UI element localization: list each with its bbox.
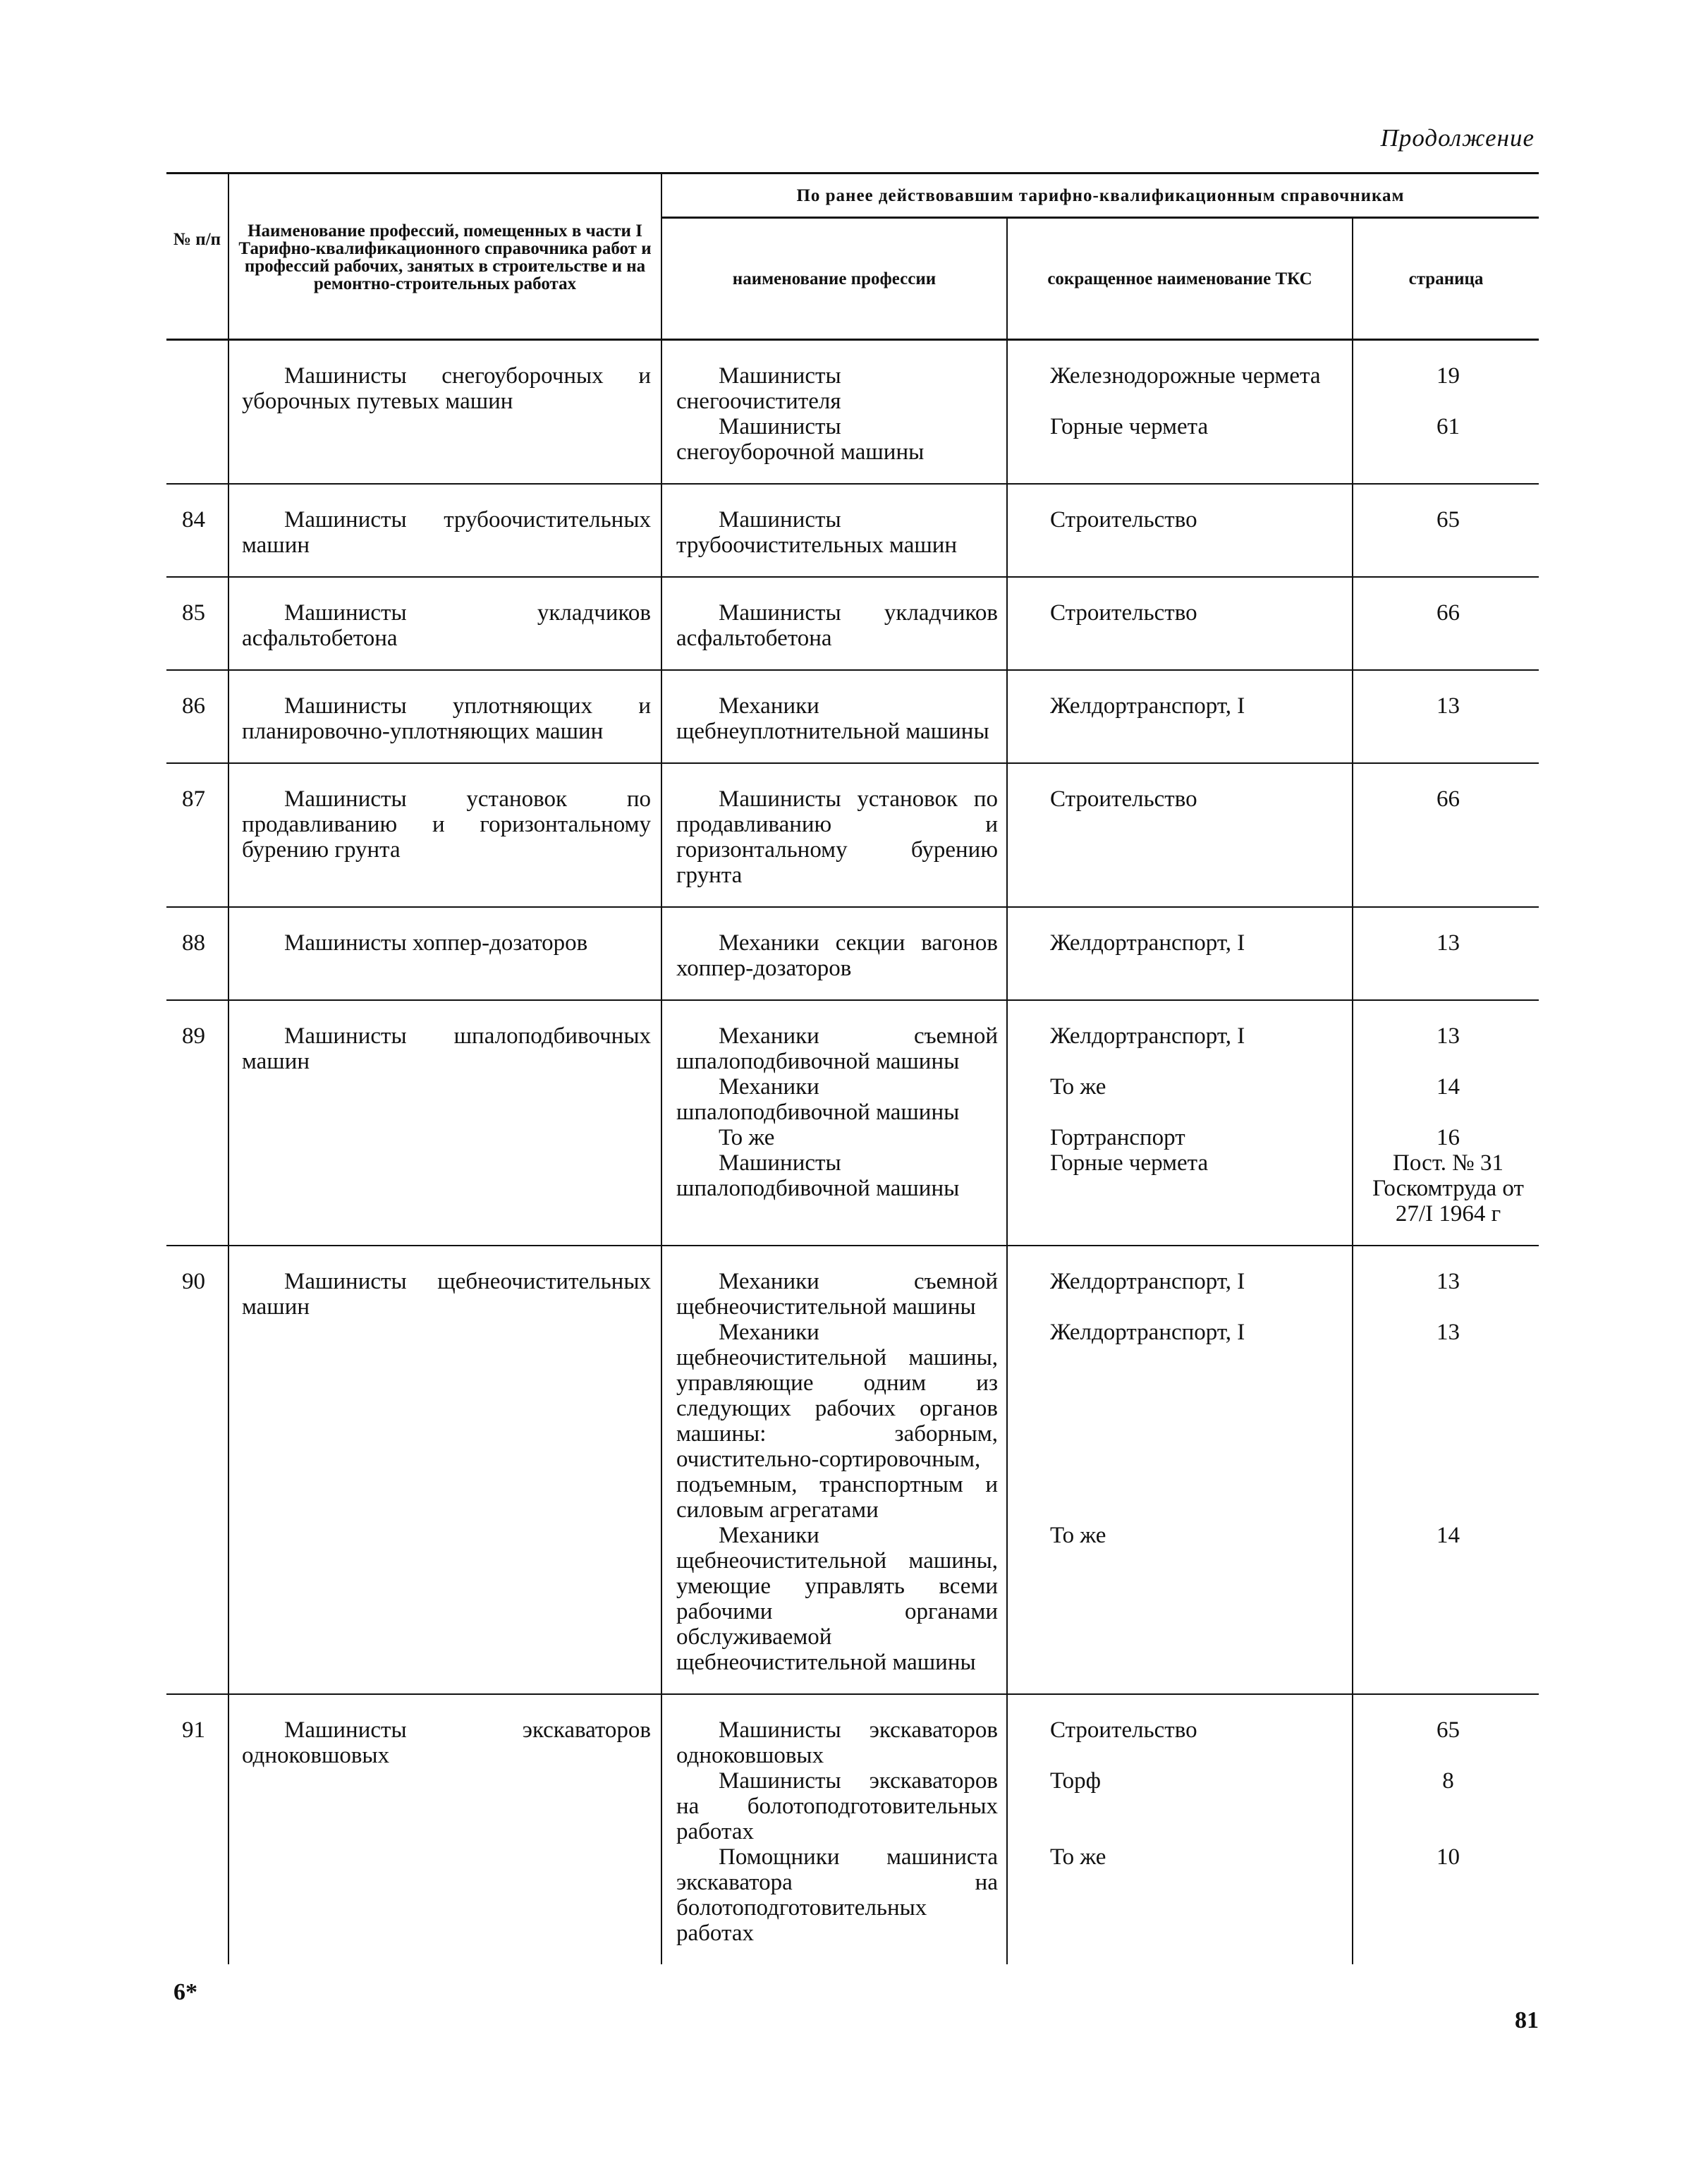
- old-profession-name: Механики съемной щебнеочистительной машины: [676, 1269, 998, 1320]
- tks-short-name: Желдортранспорт, I: [1050, 1023, 1245, 1049]
- row-number: 89: [166, 1000, 228, 1246]
- tks-short-name: Гортранспорт: [1050, 1125, 1185, 1150]
- tks-cell: [1007, 340, 1353, 485]
- tks-short-name: То же: [1050, 1844, 1106, 1870]
- signature-mark: 6*: [173, 1979, 197, 2005]
- old-profession-cell: [661, 577, 1007, 670]
- page-cell: [1353, 340, 1539, 485]
- tks-short-name: Желдортранспорт, I: [1050, 930, 1245, 956]
- page-ref: 16: [1436, 1125, 1460, 1150]
- old-profession-name: Машинисты укладчиков асфальтобетона: [676, 600, 998, 651]
- row-number: 84: [166, 484, 228, 577]
- table-row: [166, 670, 1539, 763]
- page-ref: 14: [1436, 1523, 1460, 1548]
- page-cell: [1353, 484, 1539, 577]
- page-ref: 13: [1436, 1269, 1460, 1294]
- page-ref: 13: [1436, 1023, 1460, 1049]
- page-ref: 14: [1436, 1074, 1460, 1100]
- profession-name: Машинисты уплотняющих и планировочно-уплотняющих машин: [228, 670, 661, 763]
- tks-cell: [1007, 1246, 1353, 1694]
- old-profession-name: Механики съемной шпалоподбивочной машины: [676, 1023, 998, 1074]
- tks-short-name: Строительство: [1050, 507, 1197, 533]
- table-row: [166, 577, 1539, 670]
- table-row: [166, 340, 1539, 485]
- profession-name: Машинисты шпалоподбивочных машин: [228, 1000, 661, 1246]
- old-profession-cell: [661, 340, 1007, 485]
- page-ref: 61: [1436, 414, 1460, 439]
- header-tks-short: сокращенное наименование ТКС: [1007, 218, 1353, 340]
- tks-cell: [1007, 577, 1353, 670]
- table-body: [166, 340, 1539, 1965]
- tks-short-name: Строительство: [1050, 1717, 1197, 1743]
- table-row: [166, 1694, 1539, 1964]
- table-row: [166, 763, 1539, 907]
- old-profession-name: Машинисты снегоуборочной машины: [676, 414, 925, 465]
- profession-name: Машинисты укладчиков асфальтобетона: [228, 577, 661, 670]
- tks-short-name: Желдортранспорт, I: [1050, 1320, 1245, 1345]
- tks-short-name: Горные чермета: [1050, 1150, 1209, 1176]
- row-number: 85: [166, 577, 228, 670]
- old-profession-name: То же: [719, 1125, 775, 1150]
- continuation-label: Продолжение: [1380, 124, 1535, 152]
- page-cell: [1353, 1694, 1539, 1964]
- old-profession-name: Механики щебнеуплотнительной машины: [676, 693, 989, 744]
- row-number: [166, 340, 228, 485]
- page-cell: [1353, 1246, 1539, 1694]
- old-profession-cell: [661, 1246, 1007, 1694]
- row-number: 88: [166, 907, 228, 1000]
- old-profession-name: Помощники машиниста экскаватора на болотоподготовительных работах: [676, 1844, 998, 1946]
- tks-short-name: Железнодорожные чермета: [1050, 363, 1321, 389]
- page-ref: 65: [1436, 507, 1460, 533]
- tks-cell: [1007, 484, 1353, 577]
- page-ref: Пост. № 31 Госкомтруда от 27/I 1964 г: [1372, 1150, 1524, 1227]
- table-row: [166, 1000, 1539, 1246]
- old-profession-name: Машинисты экскаваторов одноковшовых: [676, 1717, 998, 1768]
- old-profession-name: Механики щебнеочистительной машины, управляющие одним из следующих рабочих органов машины: заборным, очистительно-сортировочным, подъемным, транспортным и силовым агрегатами: [676, 1320, 998, 1523]
- table-header: [166, 174, 1539, 340]
- old-profession-name: Машинисты трубоочистительных машин: [676, 507, 958, 558]
- row-number: 87: [166, 763, 228, 907]
- profession-correspondence-table: [166, 172, 1539, 1964]
- tks-short-name: Горные чермета: [1050, 414, 1209, 439]
- page-cell: [1353, 763, 1539, 907]
- table-row: [166, 907, 1539, 1000]
- old-profession-name: Машинисты экскаваторов на болотоподготовительных работах: [676, 1768, 998, 1844]
- old-profession-cell: [661, 1000, 1007, 1246]
- tks-cell: [1007, 1000, 1353, 1246]
- tks-short-name: То же: [1050, 1074, 1106, 1100]
- old-profession-name: Механики шпалоподбивочной машины: [676, 1074, 960, 1125]
- page-ref: 66: [1436, 786, 1460, 812]
- profession-name: Машинисты трубоочистительных машин: [228, 484, 661, 577]
- page-cell: [1353, 1000, 1539, 1246]
- page-ref: 66: [1436, 600, 1460, 626]
- tks-cell: [1007, 763, 1353, 907]
- page-ref: 13: [1436, 1320, 1460, 1345]
- old-profession-cell: [661, 763, 1007, 907]
- row-number: 90: [166, 1246, 228, 1694]
- header-group-old-tks: По ранее действовавшим тарифно-квалификационным справочникам: [661, 174, 1539, 218]
- profession-name: Машинисты установок по продавливанию и горизонтальному бурению грунта: [228, 763, 661, 907]
- page-ref: 65: [1436, 1717, 1460, 1743]
- tks-short-name: То же: [1050, 1523, 1106, 1548]
- tks-cell: [1007, 670, 1353, 763]
- tks-cell: [1007, 1694, 1353, 1964]
- profession-name: Машинисты щебнеочистительных машин: [228, 1246, 661, 1694]
- header-old-name: наименование профессии: [661, 218, 1007, 340]
- profession-name: Машинисты экскаваторов одноковшовых: [228, 1694, 661, 1964]
- old-profession-cell: [661, 1694, 1007, 1964]
- page-ref: 10: [1436, 1844, 1460, 1870]
- old-profession-cell: [661, 484, 1007, 577]
- page-ref: 13: [1436, 693, 1460, 719]
- page-cell: [1353, 907, 1539, 1000]
- header-no: № п/п: [166, 174, 228, 340]
- old-profession-cell: [661, 907, 1007, 1000]
- page-number: 81: [1515, 2007, 1539, 2033]
- tks-short-name: Строительство: [1050, 786, 1197, 812]
- old-profession-cell: [661, 670, 1007, 763]
- old-profession-name: Машинисты шпалоподбивочной машины: [676, 1150, 960, 1201]
- row-number: 86: [166, 670, 228, 763]
- old-profession-name: Машинисты установок по продавливанию и горизонтальному бурению грунта: [676, 786, 998, 888]
- table-row: [166, 484, 1539, 577]
- profession-name: Машинисты хоппер-дозаторов: [228, 907, 661, 1000]
- tks-short-name: Строительство: [1050, 600, 1197, 626]
- page-ref: 13: [1436, 930, 1460, 956]
- profession-name: Машинисты снегоуборочных и уборочных путевых машин: [228, 340, 661, 485]
- tks-short-name: Торф: [1050, 1768, 1102, 1794]
- old-profession-name: Машинисты снегоочистителя: [676, 363, 841, 414]
- old-profession-name: Механики секции вагонов хоппер-дозаторов: [676, 930, 998, 981]
- row-number: 91: [166, 1694, 228, 1964]
- page-cell: [1353, 670, 1539, 763]
- header-page: страница: [1353, 218, 1539, 340]
- tks-short-name: Желдортранспорт, I: [1050, 1269, 1245, 1294]
- page-ref: 19: [1436, 363, 1460, 389]
- table-row: [166, 1246, 1539, 1694]
- old-profession-name: Механики щебнеочистительной машины, умеющие управлять всеми рабочими органами обслуживаемой щебнеочистительной машины: [676, 1523, 998, 1675]
- tks-cell: [1007, 907, 1353, 1000]
- page-ref: 8: [1442, 1768, 1454, 1794]
- header-profession-name: Наименование профессий, помещенных в части I Тарифно-квалификационного справочника работ и профессий рабочих, занятых в строительстве и на ремонтно-строительных работах: [228, 174, 661, 340]
- page-cell: [1353, 577, 1539, 670]
- tks-short-name: Желдортранспорт, I: [1050, 693, 1245, 719]
